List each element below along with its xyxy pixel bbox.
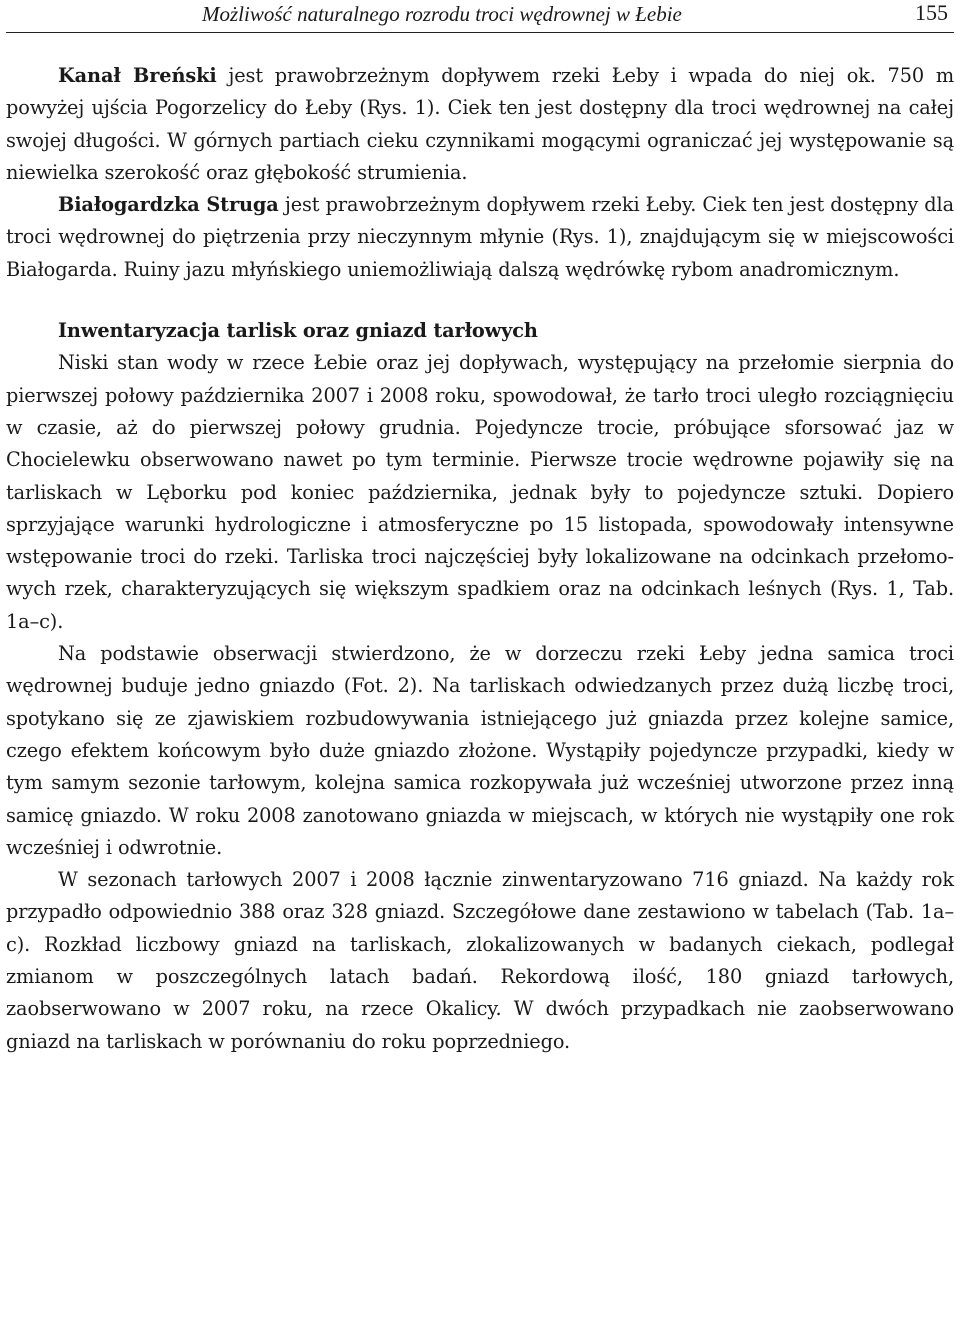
paragraph-text: jest prawobrzeżnym dopływem rzeki Łeby i wpada do niej ok. 750 m powyżej ujścia Pogorzelicy do Łeby (Rys. 1). Ciek ten jest dostępny dla troci wędrownej na całej swojej długości. W górnych partiach cieku czynnikami mogącymi ograniczać jej występowanie są niewielka szerokość oraz głębokość strumienia. xyxy=(6,64,954,184)
page-number: 155 xyxy=(915,0,948,25)
section-paragraph: Niski stan wody w rzece Łebie oraz jej dopływach, występujący na przełomie sierpnia do pierwszej połowy października 2007 i 2008 roku, spowodował, że tarło troci uległo rozciągnięciu w czasie, aż do pierwszej połowy grudnia. Pojedyncze trocie, próbujące sforsować jaz w Chocielewku obserwowano nawet po tym terminie. Pierwsze trocie wędrowne pojawiły się na tarliskach w Lęborku pod koniec października, jednak były to pojedyncze sztuki. Dopiero sprzyjające warunki hydrologiczne i atmosferyczne po 15 listopada, spowodowały intensywne wstępowanie troci do rzeki. Tarliska troci najczęściej były lokalizowane na odcinkach przełomowych rzek, charakteryzujących się większym spadkiem oraz na odcinkach leśnych (Rys. 1, Tab. 1a–c). xyxy=(6,351,954,633)
paragraph-lead-term: Kanał Breński xyxy=(58,64,217,87)
running-title: Możliwość naturalnego rozrodu troci wędrownej w Łebie xyxy=(202,2,682,26)
section-paragraph: W sezonach tarłowych 2007 i 2008 łącznie zinwentaryzowano 716 gniazd. Na każdy rok przypadło odpowiednio 388 oraz 328 gniazd. Szczegółowe dane zestawiono w tabelach (Tab. 1a–c). Rozkład liczbowy gniazd na tarliskach, zlokalizowanych w badanych ciekach, podlegał zmianom w poszczególnych latach badań. Rekordową ilość, 180 gniazd tarłowych, zaobserwowano w 2007 roku, na rzece Okalicy. W dwóch przypadkach nie zaobserwowano gniazd na tarliskach w porównaniu do roku poprzedniego. xyxy=(6,868,954,1053)
running-header xyxy=(6,0,954,33)
section-paragraph: Na podstawie obserwacji stwierdzono, że w dorzeczu rzeki Łeby jedna samica troci wędrownej buduje jedno gniazdo (Fot. 2). Na tarliskach odwiedzanych przez dużą liczbę troci, spotykano się ze zjawiskiem rozbudowywania istniejącego już gniazda przez kolejne samice, czego efektem końcowym było duże gniazdo złożone. Wystąpiły pojedyncze przypadki, kiedy w tym samym sezonie tarłowym, kolejna samica rozkopywała już wcześniej utworzone przez inną samicę gniazdo. W roku 2008 zanotowano gniazda w miejscach, w których nie wystąpiły one rok wcześniej i odwrotnie. xyxy=(6,642,954,859)
body-text xyxy=(6,60,954,1058)
paragraph-bialogardzka-struga xyxy=(6,189,954,286)
paragraph-text: jest prawobrzeżnym dopływem rzeki Łeby. Ciek ten jest dostępny dla troci wędrownej do piętrzenia przy nieczynnym młynie (Rys. 1), znajdującym się w miejscowości Białogarda. Ruiny jazu młyńskiego uniemożliwiają dalszą wędrówkę rybom anadromicznym. xyxy=(6,193,954,281)
paragraph-lead-term: Białogardzka Struga xyxy=(58,193,279,217)
paragraph-kanal-brenski xyxy=(6,60,954,189)
section-heading: Inwentaryzacja tarlisk oraz gniazd tarłowych xyxy=(58,319,538,343)
